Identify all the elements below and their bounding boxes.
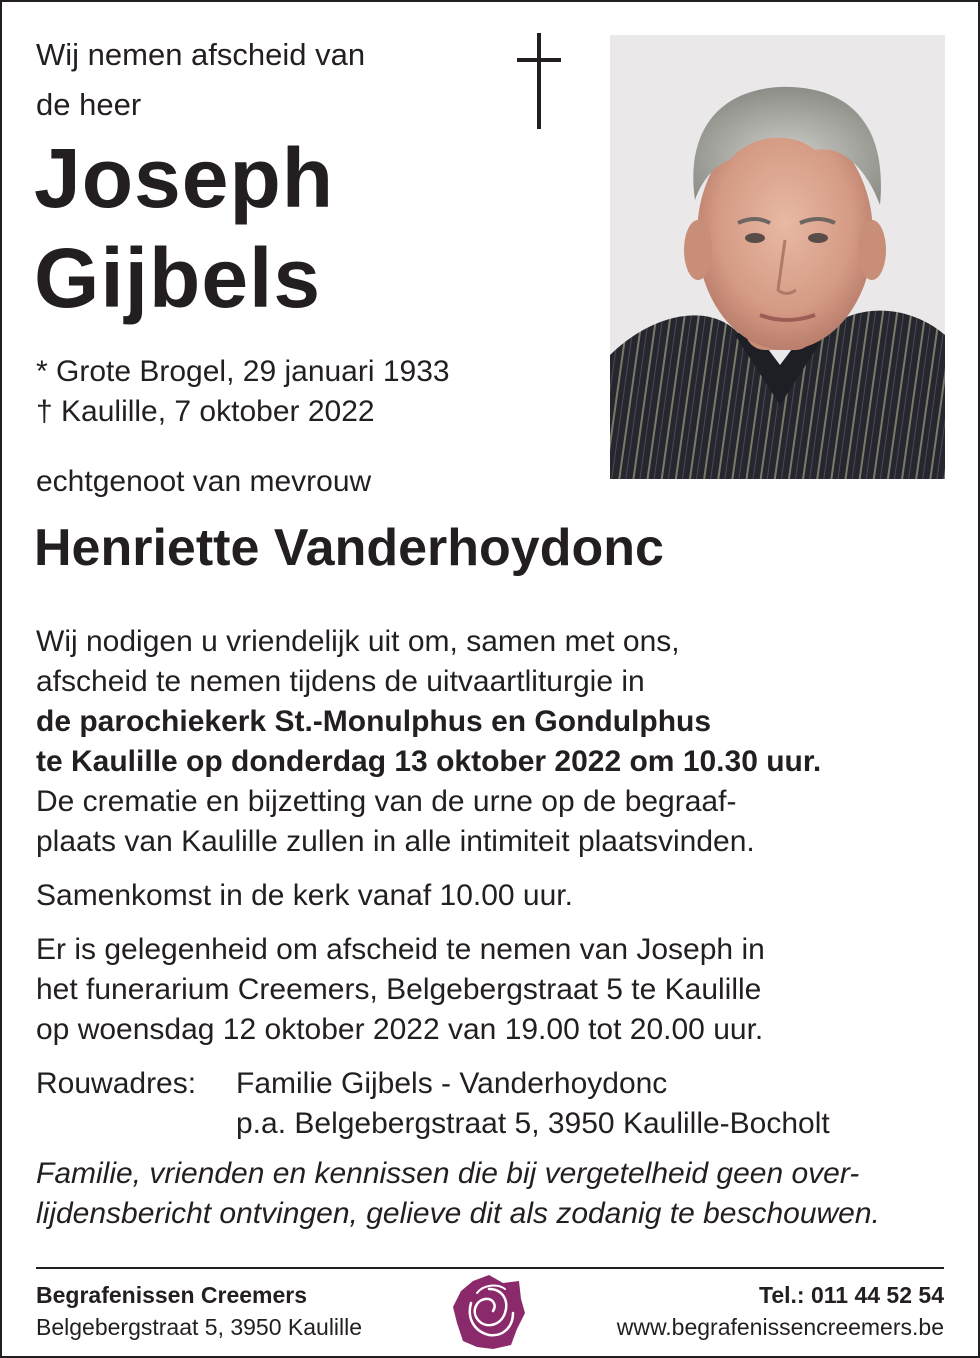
notice-line: Familie, vrienden en kennissen die bij vergetelheid geen over-: [36, 1157, 860, 1190]
mourning-address: [36, 1064, 956, 1144]
service-datetime: te Kaulille op donderdag 13 oktober 2022 om 10.30 uur.: [36, 745, 822, 778]
invitation-line: plaats van Kaulille zullen in alle intimiteit plaatsvinden.: [36, 825, 755, 858]
invitation-line: De crematie en bijzetting van de urne op de begraaf-: [36, 785, 737, 818]
notice-paragraph: [36, 1154, 956, 1234]
birth-date: * Grote Brogel, 29 januari 1933: [36, 355, 450, 388]
viewing-line: het funerarium Creemers, Belgebergstraat 5 te Kaulille: [36, 973, 762, 1006]
church-location: de parochiekerk St.-Monulphus en Gondulphus: [36, 705, 712, 738]
intro-line-2: de heer: [36, 87, 142, 122]
notice-line: lijdensbericht ontvingen, gelieve dit als zodanig te beschouwen.: [36, 1197, 880, 1230]
mourning-address-label: Rouwadres:: [36, 1067, 197, 1100]
gathering-text: Samenkomst in de kerk vanaf 10.00 uur.: [36, 879, 573, 912]
invitation-line: Wij nodigen u vriendelijk uit om, samen met ons,: [36, 625, 680, 658]
portrait-photo: [610, 35, 945, 479]
intro-line-1: Wij nemen afscheid van: [36, 37, 366, 72]
invitation-line: afscheid te nemen tijdens de uitvaartliturgie in: [36, 665, 645, 698]
mourning-address-line-1: Familie Gijbels - Vanderhoydonc: [236, 1067, 668, 1100]
funeral-home-info: [36, 1279, 362, 1343]
viewing-paragraph: [36, 930, 956, 1050]
viewing-line: op woensdag 12 oktober 2022 van 19.00 tot 20.00 uur.: [36, 1013, 764, 1046]
funeral-home-name: Begrafenissen Creemers: [36, 1282, 308, 1308]
deceased-last-name: Gijbels: [34, 231, 322, 325]
death-date: † Kaulille, 7 oktober 2022: [36, 395, 375, 428]
phone-number[interactable]: Tel.: 011 44 52 54: [759, 1282, 944, 1308]
life-dates: [36, 352, 450, 432]
rose-icon: [453, 1273, 525, 1351]
mourning-address-line-2: p.a. Belgebergstraat 5, 3950 Kaulille-Bocholt: [236, 1107, 830, 1140]
funeral-home-contact: [617, 1279, 944, 1343]
funeral-home-address: Belgebergstraat 5, 3950 Kaulille: [36, 1314, 363, 1340]
intro-text: [36, 30, 365, 130]
spouse-name: Henriette Vanderhoydonc: [34, 519, 664, 577]
spouse-intro: echtgenoot van mevrouw: [36, 465, 372, 498]
deceased-first-name: Joseph: [34, 131, 335, 225]
deceased-name: [34, 128, 334, 328]
footer-divider: [36, 1267, 944, 1269]
cross-icon: [517, 33, 561, 129]
website-link[interactable]: www.begrafenissencreemers.be: [616, 1314, 944, 1340]
viewing-line: Er is gelegenheid om afscheid te nemen van Joseph in: [36, 933, 765, 966]
invitation-paragraph: [36, 622, 956, 862]
announcement-body: [36, 622, 956, 1248]
